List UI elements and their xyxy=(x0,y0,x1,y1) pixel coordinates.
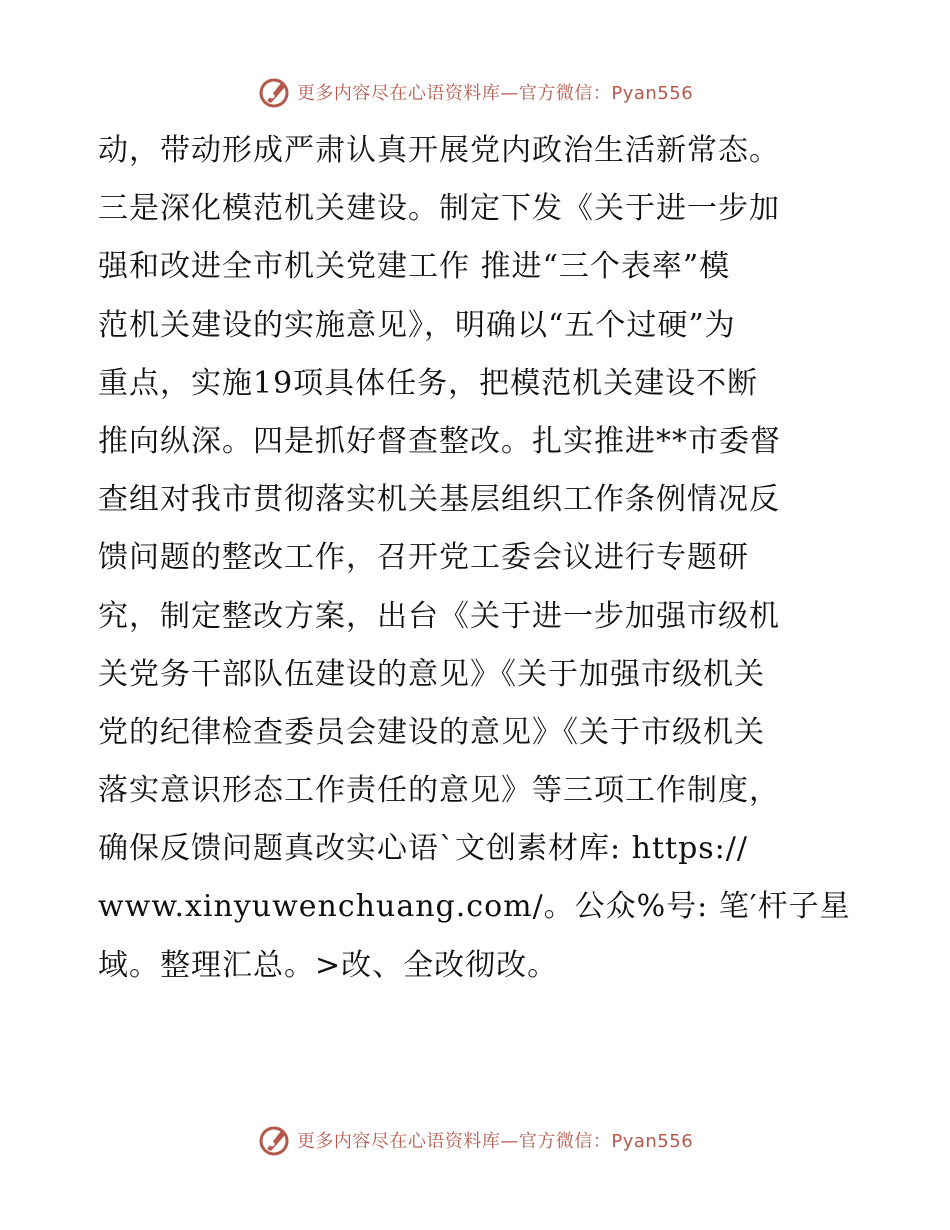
document-body xyxy=(98,122,858,995)
footer-banner-text: 更多内容尽在心语资料库—官方微信：Pyan556 xyxy=(296,1131,694,1152)
pen-nib-circle-icon xyxy=(257,75,291,109)
body-line: 重点，实施19项具体任务，把模范机关建设不断 xyxy=(98,365,759,401)
footer-banner xyxy=(0,1120,950,1160)
body-line: 究，制定整改方案，出台《关于进一步加强市级机 xyxy=(98,598,780,634)
body-line: 查组对我市贯彻落实机关基层组织工作条例情况反 xyxy=(98,482,780,518)
body-line: 动，带动形成严肃认真开展党内政治生活新常态。 xyxy=(98,133,780,168)
header-banner-text: 更多内容尽在心语资料库—官方微信：Pyan556 xyxy=(296,83,694,104)
body-line: 确保反馈问题真改实心语`文创素材库: https:// xyxy=(98,831,748,867)
body-line: 强和改进全市机关党建工作 推进“三个表率”模 xyxy=(98,249,731,285)
body-line: 三是深化模范机关建设。制定下发《关于进一步加 xyxy=(98,191,780,227)
body-line: 范机关建设的实施意见》，明确以“五个过硬”为 xyxy=(98,307,736,343)
body-line: 关党务干部队伍建设的意见》《关于加强市级机关 xyxy=(98,656,765,692)
body-line: 党的纪律检查委员会建设的意见》《关于市级机关 xyxy=(98,714,765,750)
body-line: www.xinyuwenchuang.com/。公众%号: 笔′杆子星 xyxy=(98,889,851,925)
pen-nib-circle-icon xyxy=(257,1123,291,1157)
body-line: 落实意识形态工作责任的意见》等三项工作制度， xyxy=(98,773,780,809)
header-banner xyxy=(0,72,950,112)
body-line: 馈问题的整改工作，召开党工委会议进行专题研 xyxy=(98,540,749,576)
body-line: 域。整理汇总。>改、全改彻改。 xyxy=(98,947,559,983)
body-line: 推向纵深。四是抓好督查整改。扎实推进**市委督 xyxy=(98,423,781,459)
